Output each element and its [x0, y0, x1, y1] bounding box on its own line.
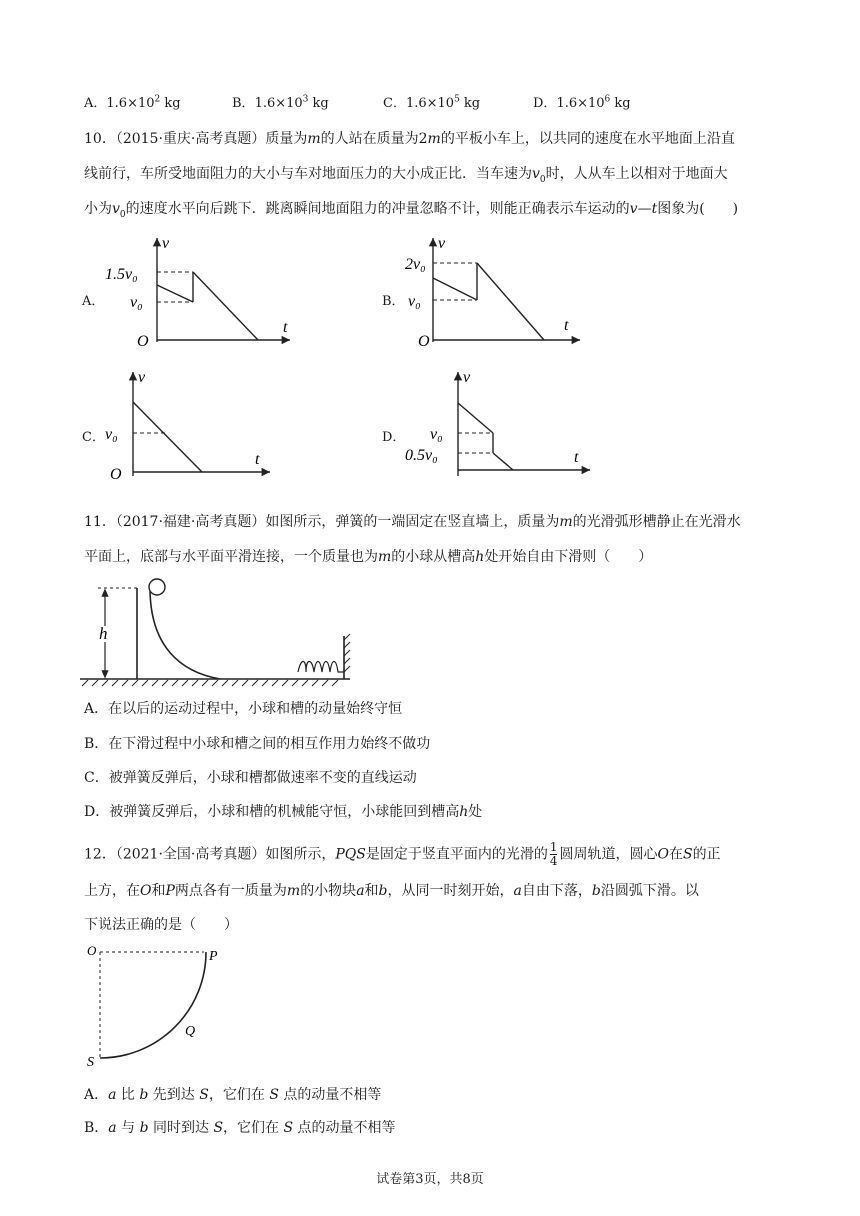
q11-figure [80, 576, 360, 688]
text: 与 [116, 1120, 140, 1136]
y-mid-label: v₀ [105, 426, 118, 443]
option-letter: D． [533, 96, 557, 111]
var-s: S [269, 1087, 279, 1103]
var-a: a [108, 1120, 117, 1136]
text: 和 [151, 883, 166, 899]
var-s: S [682, 846, 693, 863]
text: A． [84, 1087, 109, 1103]
var-b: b [378, 883, 388, 899]
y-mid-label: v₀ [408, 293, 421, 310]
var-v: v [532, 166, 540, 182]
var-pqs: PQS [335, 846, 366, 863]
text: 线前行，车所受地面阻力的大小与车对地面压力的大小成正比．当车速为 [84, 166, 532, 182]
seg-1 [458, 403, 493, 433]
seg-2 [477, 263, 544, 340]
y-top-label: 2v₀ [405, 256, 426, 273]
graph-c [100, 366, 280, 486]
option-unit: kg [459, 96, 481, 111]
text: 时，人从车上以相对于地面大 [545, 166, 728, 182]
text: 的速度水平向后跳下．跳离瞬间地面阻力的冲量忽略不计，则能正确表示车运动的 [125, 201, 630, 217]
option-exp: 2 [154, 94, 161, 105]
text: 的平板小车上，以共同的速度在水平地面上沿直 [440, 131, 735, 147]
page-footer: 试卷第3页，共8页 [376, 1172, 484, 1187]
v-label: v [463, 369, 471, 386]
q10-line-1 [84, 128, 735, 148]
text: 点的动量不相等 [293, 1120, 396, 1136]
var-b: b [139, 1120, 149, 1136]
text: 自由下落， [521, 883, 592, 899]
t-label: t [574, 449, 579, 466]
subscript: 0 [539, 174, 546, 185]
p-label: P [209, 949, 218, 964]
var-s: S [283, 1120, 294, 1136]
ground-hatch [82, 680, 338, 686]
o-label: O [87, 943, 97, 958]
text: B． [84, 1120, 109, 1136]
q10-line-2 [84, 163, 728, 185]
text: 的正 [692, 846, 721, 863]
q12-option-a [84, 1084, 381, 1104]
text: 的小球从槽高 [391, 549, 476, 565]
text: 10．（2015·重庆·高考真题）质量为 [84, 131, 308, 147]
var-a: a [356, 883, 365, 899]
q11-line-2 [84, 546, 652, 566]
var-a: a [108, 1087, 117, 1103]
option-exp: 6 [604, 94, 611, 105]
var-o: O [657, 846, 669, 863]
text: 平面上，底部与水平面平滑连接，一个质量也为 [84, 549, 378, 565]
var-h: h [475, 549, 485, 565]
var-b: b [139, 1087, 149, 1103]
q11-option-c: C．被弹簧反弹后，小球和槽都做速率不变的直线运动 [84, 770, 417, 786]
option-letter: A． [84, 96, 107, 111]
var-s: S [213, 1120, 224, 1136]
seg-1 [157, 285, 193, 302]
text: 点的动量不相等 [278, 1087, 382, 1103]
var-m: m [307, 131, 321, 147]
q9-option-b [232, 92, 329, 111]
text: ，从同一时刻开始， [387, 883, 514, 899]
text: 是固定于竖直平面内的光滑的 [365, 846, 548, 863]
v-label: v [138, 369, 146, 386]
seg-1 [133, 402, 202, 472]
option-unit: kg [160, 96, 181, 111]
text: 先到达 [148, 1087, 200, 1103]
graph-d-option: D． [382, 430, 406, 445]
text: 处开始自由下滑则（ ） [484, 549, 653, 565]
var-o: O [140, 883, 152, 899]
graph-a [100, 232, 300, 352]
q11-option-b: B．在下滑过程中小球和槽之间的相互作用力始终不做功 [84, 736, 431, 752]
q11-line-1 [84, 511, 741, 531]
var-a: a [513, 883, 522, 899]
q12-option-b [84, 1117, 396, 1137]
q11-option-a: A．在以后的运动过程中，小球和槽的动量始终守恒 [84, 701, 403, 717]
var-m: m [427, 131, 441, 147]
text: 的光滑弧形槽静止在光滑水 [572, 514, 741, 530]
v-label: v [438, 235, 446, 252]
q12-line-3: 下说法正确的是（ ） [84, 917, 238, 933]
option-exp: 3 [302, 94, 309, 105]
text: 比 [116, 1087, 140, 1103]
text: 的人站在质量为2 [320, 131, 428, 147]
q9-option-a [84, 92, 181, 111]
graph-b [400, 232, 600, 352]
seg-2 [493, 453, 513, 470]
frac-num: 1 [549, 840, 558, 854]
text: 图象为( ) [657, 201, 739, 217]
var-v: v [112, 201, 120, 217]
text: 的小物块 [300, 883, 357, 899]
q12-line-2 [84, 880, 699, 900]
quarter-arc [100, 952, 206, 1058]
var-h: h [459, 804, 469, 820]
text: D．被弹簧反弹后，小球和槽的机械能守恒，小球能回到槽高 [84, 804, 460, 820]
q9-option-d [533, 92, 631, 111]
q-label: Q [185, 1024, 196, 1039]
option-letter: C． [383, 96, 406, 111]
origin-label: O [110, 466, 122, 483]
option-unit: kg [308, 96, 329, 111]
y-top-label: 1.5v₀ [105, 266, 138, 283]
graph-b-option: B． [382, 294, 405, 309]
text: 两点各有一质量为 [174, 883, 287, 899]
option-base: 1.6×10 [405, 96, 455, 111]
wall-hatch [344, 634, 350, 672]
q9-option-c [383, 92, 480, 111]
option-unit: kg [610, 96, 631, 111]
t-label: t [564, 317, 569, 334]
text: 沿圆弧下滑。以 [600, 883, 699, 899]
text: 圆周轨道，圆心 [559, 846, 658, 863]
option-base: 1.6×10 [106, 96, 155, 111]
y-mid-label: v₀ [130, 294, 143, 311]
text: 上方，在 [84, 883, 140, 899]
h-label: h [99, 624, 108, 643]
option-base: 1.6×10 [556, 96, 605, 111]
text: 12．（2021·全国·高考真题）如图所示， [84, 846, 336, 863]
option-exp: 5 [454, 94, 460, 105]
text: 和 [364, 883, 379, 899]
text: ，它们在 [208, 1087, 270, 1103]
ball-icon [149, 579, 165, 595]
seg-1 [433, 278, 477, 300]
graph-a-option: A． [82, 294, 105, 309]
subscript: 0 [119, 209, 126, 220]
q10-line-3 [84, 198, 738, 220]
t-label: t [255, 451, 260, 468]
var-m: m [286, 883, 301, 899]
text: 11．（2017·福建·高考真题）如图所示，弹簧的一端固定在竖直墙上，质量为 [84, 514, 560, 530]
y-low-label: 0.5v₀ [405, 447, 438, 464]
graph-c-option: C． [82, 430, 105, 445]
y-mid-label: v₀ [430, 426, 443, 443]
text: 同时到达 [148, 1120, 214, 1136]
t-label: t [283, 319, 288, 336]
groove-arc [150, 588, 220, 679]
var-m: m [559, 514, 573, 530]
text: 处 [468, 804, 483, 820]
q12-figure [82, 940, 232, 1070]
option-letter: B． [232, 96, 255, 111]
var-m: m [378, 549, 392, 565]
v-label: v [162, 235, 170, 252]
fraction [550, 841, 558, 868]
origin-label: O [137, 333, 149, 350]
var-vt: v—t [629, 201, 658, 217]
seg-2 [193, 272, 258, 340]
text: ，它们在 [223, 1120, 284, 1136]
frac-den: 4 [549, 854, 558, 868]
s-label: S [87, 1055, 94, 1070]
var-p: P [165, 883, 175, 899]
q11-option-d [84, 801, 482, 821]
var-b: b [591, 883, 601, 899]
text: 在 [668, 846, 683, 863]
var-s: S [199, 1087, 209, 1103]
spring-icon [298, 662, 344, 673]
option-base: 1.6×10 [254, 96, 303, 111]
q12-line-1 [84, 841, 721, 868]
graph-d [400, 366, 600, 486]
text: 小为 [84, 201, 112, 217]
origin-label: O [418, 333, 430, 350]
